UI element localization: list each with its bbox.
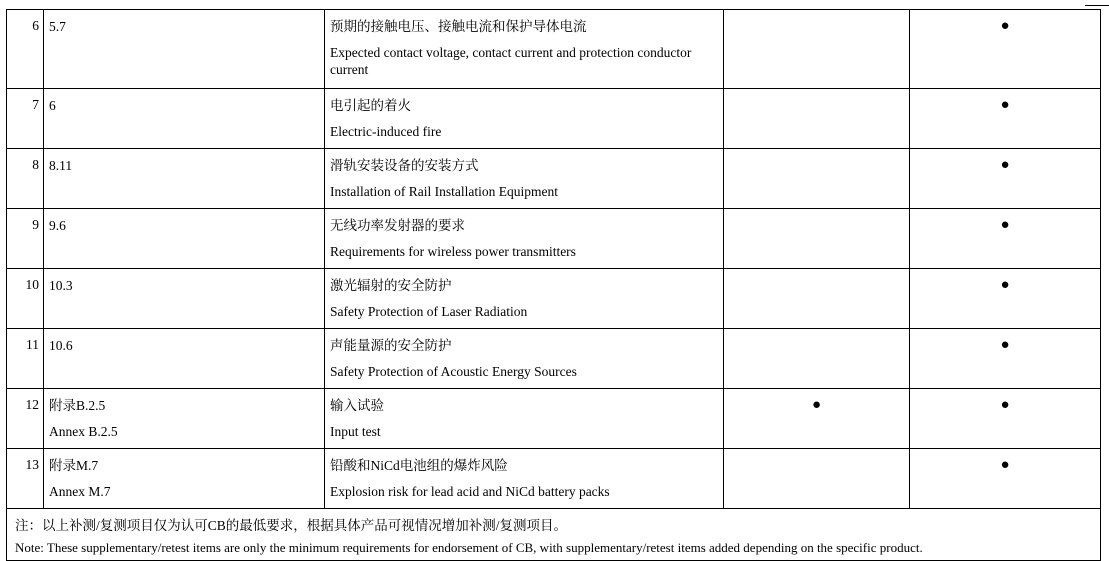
test-item-english: Electric-induced fire — [330, 124, 442, 139]
clause-english: Annex M.7 — [49, 484, 111, 499]
mark-column-2: ● — [910, 329, 1101, 389]
clause-chinese: 附录M.7 — [49, 458, 99, 473]
note-chinese: 注：以上补测/复测项目仅为认可CB的最低要求，根据具体产品可视情况增加补测/复测项目。 — [15, 518, 568, 533]
clause-chinese: 附录B.2.5 — [49, 398, 106, 413]
mark-column-1 — [724, 329, 910, 389]
test-item-cell — [325, 209, 724, 269]
mark-column-2: ● — [910, 149, 1101, 209]
row-number: 13 — [7, 449, 44, 509]
table-row — [7, 10, 1101, 89]
test-item-cell — [325, 449, 724, 509]
clause-cell — [44, 209, 325, 269]
test-item-cell — [325, 149, 724, 209]
note-english: Note: These supplementary/retest items are only the minimum requirements for endorsement of CB, with supplementary/retest items added depending on the specific product. — [15, 540, 923, 555]
clause-cell — [44, 389, 325, 449]
test-item-chinese: 输入试验 — [330, 398, 384, 413]
table-row — [7, 209, 1101, 269]
note-cell — [7, 509, 1101, 561]
test-item-english: Expected contact voltage, contact current and protection conductor current — [330, 45, 692, 77]
clause-chinese: 6 — [49, 98, 56, 113]
table-body — [7, 10, 1101, 561]
mark-column-1: ● — [724, 389, 910, 449]
mark-column-1 — [724, 89, 910, 149]
mark-column-2: ● — [910, 389, 1101, 449]
clause-chinese: 10.3 — [49, 278, 73, 293]
clause-cell — [44, 10, 325, 89]
test-item-cell — [325, 89, 724, 149]
row-number: 10 — [7, 269, 44, 329]
test-item-english: Requirements for wireless power transmitters — [330, 244, 576, 259]
mark-column-2: ● — [910, 269, 1101, 329]
row-number: 11 — [7, 329, 44, 389]
clause-cell — [44, 89, 325, 149]
test-item-chinese: 激光辐射的安全防护 — [330, 278, 452, 293]
clause-cell — [44, 149, 325, 209]
clause-cell — [44, 329, 325, 389]
table-row — [7, 89, 1101, 149]
row-number: 8 — [7, 149, 44, 209]
table-row — [7, 149, 1101, 209]
test-item-chinese: 声能量源的安全防护 — [330, 338, 452, 353]
table-row — [7, 269, 1101, 329]
test-item-chinese: 铅酸和NiCd电池组的爆炸风险 — [330, 458, 508, 473]
test-item-english: Input test — [330, 424, 381, 439]
mark-column-2: ● — [910, 449, 1101, 509]
test-item-chinese: 无线功率发射器的要求 — [330, 218, 465, 233]
test-item-english: Safety Protection of Acoustic Energy Sources — [330, 364, 577, 379]
mark-column-2: ● — [910, 209, 1101, 269]
clause-chinese: 9.6 — [49, 218, 66, 233]
table-row — [7, 329, 1101, 389]
retest-items-table — [6, 9, 1101, 561]
test-item-cell — [325, 329, 724, 389]
row-number: 9 — [7, 209, 44, 269]
test-item-cell — [325, 269, 724, 329]
row-number: 7 — [7, 89, 44, 149]
row-number: 12 — [7, 389, 44, 449]
clause-chinese: 8.11 — [49, 158, 73, 173]
row-number: 6 — [7, 10, 44, 89]
test-item-english: Explosion risk for lead acid and NiCd battery packs — [330, 484, 610, 499]
test-item-chinese: 电引起的着火 — [330, 98, 411, 113]
test-item-english: Installation of Rail Installation Equipment — [330, 184, 558, 199]
table-row — [7, 389, 1101, 449]
mark-column-1 — [724, 209, 910, 269]
clause-cell — [44, 269, 325, 329]
table-row — [7, 449, 1101, 509]
test-item-cell — [325, 10, 724, 89]
test-item-cell — [325, 389, 724, 449]
top-rule — [1085, 5, 1109, 6]
clause-chinese: 10.6 — [49, 338, 73, 353]
clause-cell — [44, 449, 325, 509]
test-item-chinese: 滑轨安装设备的安装方式 — [330, 158, 479, 173]
mark-column-1 — [724, 449, 910, 509]
clause-chinese: 5.7 — [49, 19, 66, 34]
test-item-english: Safety Protection of Laser Radiation — [330, 304, 528, 319]
test-item-chinese: 预期的接触电压、接触电流和保护导体电流 — [330, 19, 587, 34]
mark-column-1 — [724, 149, 910, 209]
mark-column-2: ● — [910, 89, 1101, 149]
mark-column-1 — [724, 269, 910, 329]
mark-column-1 — [724, 10, 910, 89]
clause-english: Annex B.2.5 — [49, 424, 118, 439]
note-row — [7, 509, 1101, 561]
mark-column-2: ● — [910, 10, 1101, 89]
